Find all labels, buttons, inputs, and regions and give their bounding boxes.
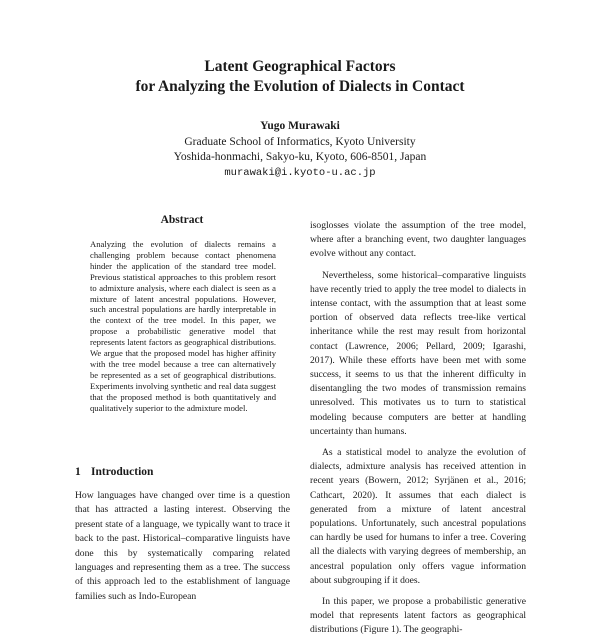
author-address: Yoshida-honmachi, Sakyo-ku, Kyoto, 606-8501, Japan xyxy=(173,151,427,163)
section-heading-introduction xyxy=(75,466,153,478)
right-paragraph-1: isoglosses violate the assumption of the tree model, where after a branching event, two daughter languages evolve without any contact. xyxy=(310,220,526,260)
right-paragraph-3: As a statistical model to analyze the evolution of dialects, admixture analysis has received attention in recent years (Bowern, 2012; Syrjänen et al., 2016; Cathcart, 2020). It assumes that each dialect is generated from a mixture of latent ancestral populations. Unfortunately, such ancestral populations can hardly be used for humans to infer a tree. Covering all the dialects with varying degrees of membership, an ancestral population only offers vague information about subgrouping if it does. xyxy=(310,447,526,586)
right-paragraph-4: In this paper, we propose a probabilistic generative model that represents latent factors as geographical distributions (Figure 1). The geographi- xyxy=(310,596,526,636)
section-title: Introduction xyxy=(91,466,154,478)
paper-title xyxy=(60,57,540,97)
right-paragraph-2: Nevertheless, some historical–comparative linguists have recently tried to apply the tree model to dialects in intense contact, with the assumption that at least some portion of observed data reflects tree-like vertical inheritance while the rest may result from horizontal contact (Lawrence, 2006; Pellard, 2009; Igarashi, 2017). While these efforts have been met with some success, it seems to us that the inherent difficulty in disentangling the two modes of transmission remains unresolved. This motivates us to turn to statistical modeling because computers are better at handling uncertainty than humans. xyxy=(310,269,526,437)
title-line-2: for Analyzing the Evolution of Dialects in Contact xyxy=(135,78,465,95)
abstract-text: Analyzing the evolution of dialects remains a challenging problem because contact phenomena hinder the application of the standard tree model. Previous statistical approaches to this problem resort to admixture analysis, where each dialect is seen as a mixture of latent ancestral populations. However, such ancestral populations are hardly interpretable in the context of the tree model. In this paper, we propose a probabilistic generative model that represents latent factors as geographical distributions. We argue that the proposed model has higher affinity with the tree model because a tree can alternatively be represented as a set of geographical distributions. Experiments involving synthetic and real data suggest that the proposed method is both quantitatively and qualitatively superior to the admixture model. xyxy=(90,239,276,413)
intro-paragraph-1: How languages have changed over time is a question that has attracted a lasting interest. Observing the present state of a language, we typically want to trace it back to the past. Historical–comparative linguists have done this by systematically comparing related languages and representing them as a tree. The success of this approach led to the establishment of language families such as Indo-European xyxy=(75,490,290,602)
right-column xyxy=(310,219,526,638)
left-column xyxy=(75,489,290,604)
author-block xyxy=(60,119,540,181)
title-line-1: Latent Geographical Factors xyxy=(204,58,396,75)
author-name: Yugo Murawaki xyxy=(260,120,340,132)
section-number: 1 xyxy=(75,466,81,478)
author-affiliation: Graduate School of Informatics, Kyoto University xyxy=(184,135,416,148)
author-email: murawaki@i.kyoto-u.ac.jp xyxy=(224,166,376,179)
abstract-heading: Abstract xyxy=(160,214,204,226)
